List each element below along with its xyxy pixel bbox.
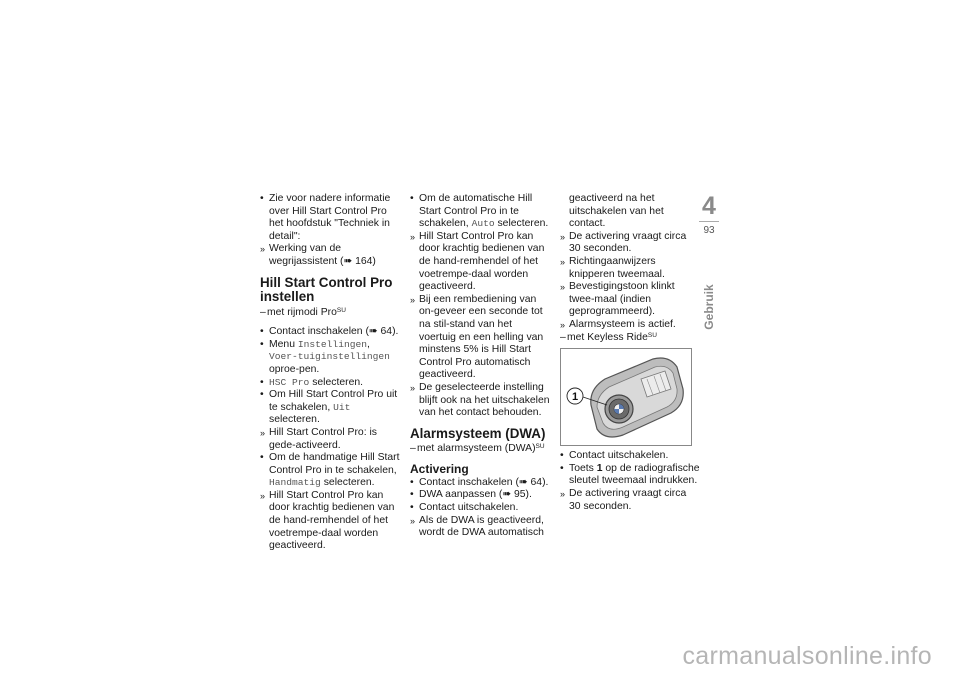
chapter-number: 4 (697, 193, 721, 219)
bullet-item: • Menu Instellingen, Voer-tuiginstellingen oproe-pen. (260, 339, 400, 377)
continued-text: geactiveerd na het uitschakelen van het contact. (569, 193, 664, 230)
bullet-item: • Om de automatische Hill Start Control Pro in te schakelen, Auto selecteren. (410, 193, 550, 231)
subsection-heading: Activering (410, 461, 469, 476)
chapter-tab (697, 193, 721, 453)
section-heading: Hill Start Control Pro instellen (260, 274, 393, 305)
section-heading: Alarmsysteem (DWA) (410, 425, 546, 441)
result-item: » De activering vraagt circa 30 seconden. (560, 488, 700, 513)
result-item: » Werking van de wegrijassistent (➠ 164) (260, 243, 400, 268)
divider (699, 221, 719, 222)
result-item: » Bevestigingstoon klinkt twee-maal (indien geprogrammeerd). (560, 281, 700, 319)
key-fob-figure (560, 348, 692, 446)
bullet-item: • Contact uitschakelen. (410, 502, 550, 515)
page-number: 93 (703, 225, 715, 236)
bullet-item: • Contact inschakelen (➠ 64). (410, 477, 550, 490)
result-item: » Als de DWA is geactiveerd, wordt de DWA automatisch (410, 515, 550, 540)
bullet-item: • Contact inschakelen (➠ 64). (260, 326, 400, 339)
result-item: » Hill Start Control Pro kan door krachtig bedienen van de hand-remhendel of het voetrempe-daal worden geactiveerd. (260, 490, 400, 553)
watermark: carmanualsonline.info (682, 642, 932, 670)
bullet-item: • DWA aanpassen (➠ 95). (410, 489, 550, 502)
result-item: » Alarmsysteem is actief. (560, 319, 700, 332)
column-3 (560, 193, 700, 513)
column-1 (260, 193, 400, 553)
column-2 (410, 193, 550, 540)
bullet-item: • Contact uitschakelen. (560, 450, 700, 463)
result-item: » Hill Start Control Pro: is gede-activeerd. (260, 427, 400, 452)
bullet-item: • Om de handmatige Hill Start Control Pro in te schakelen, Handmatig selecteren. (260, 452, 400, 490)
requirement-line: – met alarmsysteem (DWA)$^{SU}$ (410, 443, 550, 456)
figure-callout-label: 1 (571, 391, 579, 404)
result-item: » Hill Start Control Pro kan door krachtig bedienen van de hand-remhendel of het voetrempe-daal worden geactiveerd. (410, 231, 550, 294)
result-item: » De geselecteerde instelling blijft ook na het uitschakelen van het contact behouden. (410, 382, 550, 420)
bullet-item: • HSC Pro selecteren. (260, 377, 400, 390)
result-item: » De activering vraagt circa 30 seconden. (560, 231, 700, 256)
bullet-item: • Toets 1 op de radiografische sleutel tweemaal indrukken. (560, 463, 700, 488)
bullet-item: • Om Hill Start Control Pro uit te schakelen, Uit selecteren. (260, 389, 400, 427)
bullet-item: • Zie voor nadere informatie over Hill Start Control Pro het hoofdstuk "Techniek in detail": (260, 193, 400, 243)
requirement-line: – met Keyless Ride$^{SU}$ (560, 332, 700, 345)
result-item: » Bij een rembediening van on-geveer een seconde tot na stil-stand van het voertuig en een helling van minstens 5% is Hill Start Control Pro automatisch geactiveerd. (410, 294, 550, 382)
chapter-title: Gebruik (702, 284, 716, 330)
result-item: » Richtingaanwijzers knipperen tweemaal. (560, 256, 700, 281)
key-fob-illustration (561, 349, 691, 445)
requirement-line: – met rijmodi Pro$^{SU}$ (260, 307, 400, 320)
